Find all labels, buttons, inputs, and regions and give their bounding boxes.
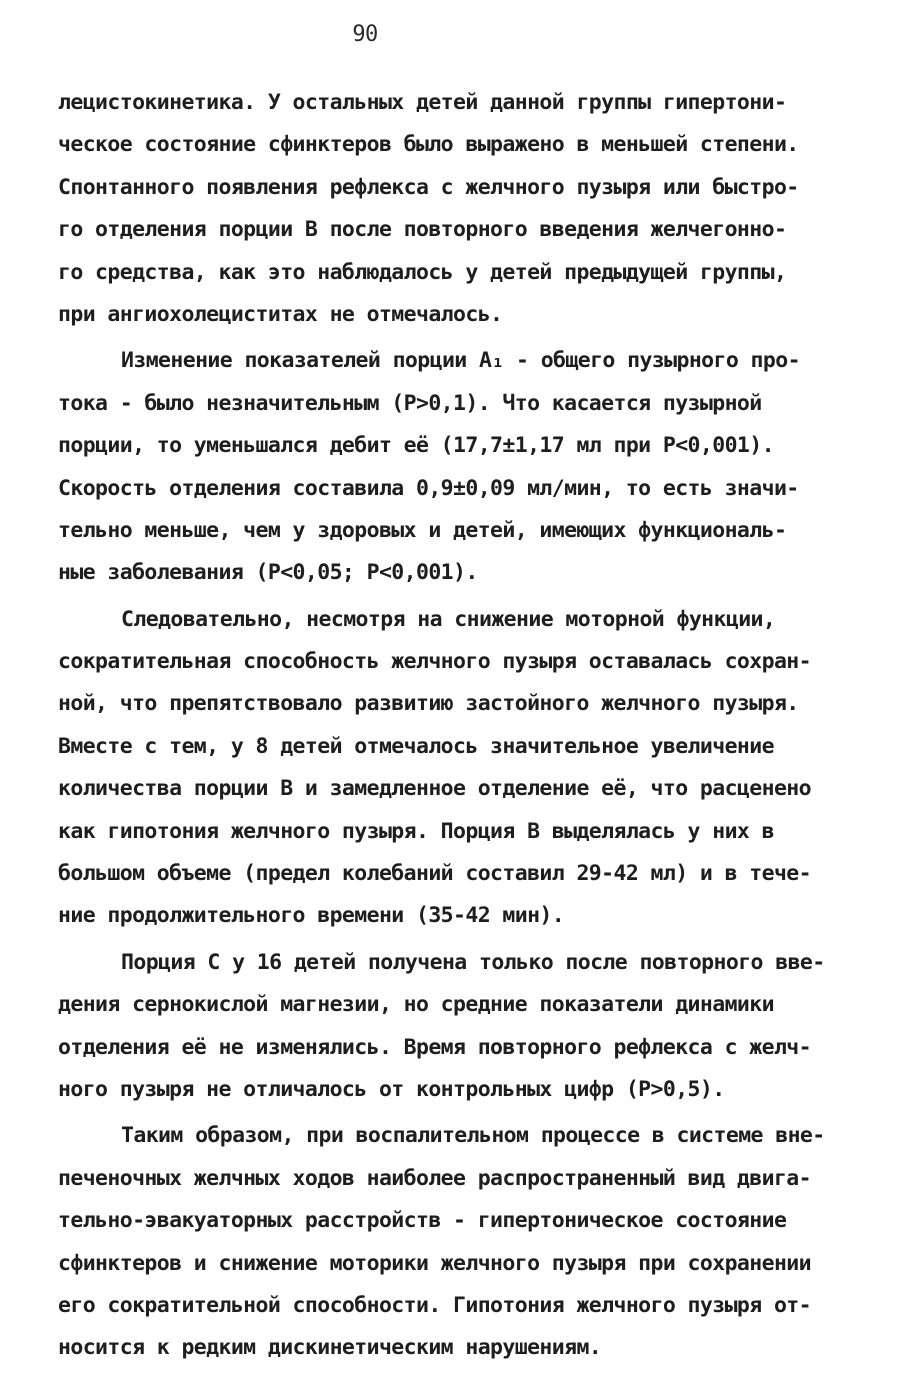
text-line: порции, то уменьшался дебит её (17,7±1,17 мл при P<0,001). xyxy=(58,433,774,459)
text-line: ные заболевания (P<0,05; P<0,001). xyxy=(58,560,478,586)
text-line: тельно-эвакуаторных расстройств - гипертоническое состояние xyxy=(58,1208,787,1234)
text-line: при ангиохолециститах не отмечалось. xyxy=(58,301,503,327)
text-line: ческое состояние сфинктеров было выражено в меньшей степени. xyxy=(58,132,799,158)
paragraph xyxy=(58,82,858,336)
text-line: Таким образом, при воспалительном процессе в системе вне- xyxy=(121,1123,825,1149)
page-number: 90 xyxy=(352,22,378,47)
paragraph xyxy=(58,1115,858,1369)
text-line: Скорость отделения составила 0,9±0,09 мл/мин, то есть значи- xyxy=(58,475,799,501)
paragraph xyxy=(58,340,858,594)
text-line: Вместе с тем, у 8 детей отмечалось значительное увеличение xyxy=(58,733,774,759)
text-line: го средства, как это наблюдалось у детей предыдущей группы, xyxy=(58,259,787,285)
text-line: количества порции В и замедленное отделение её, что расценено xyxy=(58,776,811,802)
text-line: носится к редким дискинетическим нарушениям. xyxy=(58,1335,602,1361)
text-line: его сократительной способности. Гипотония желчного пузыря от- xyxy=(58,1292,811,1318)
text-line: сократительная способность желчного пузыря оставалась сохран- xyxy=(58,649,811,675)
text-line: Следовательно, несмотря на снижение моторной функции, xyxy=(121,606,776,632)
paragraph xyxy=(58,942,858,1112)
text-line: тельно меньше, чем у здоровых и детей, имеющих функциональ- xyxy=(58,517,787,543)
text-line: большом объеме (предел колебаний составил 29-42 мл) и в тече- xyxy=(58,861,811,887)
text-line: ние продолжительного времени (35-42 мин). xyxy=(58,903,565,929)
text-line: Спонтанного появления рефлекса с желчного пузыря или быстро- xyxy=(58,174,799,200)
text-line: го отделения порции В после повторного введения желчегонно- xyxy=(58,217,787,243)
text-line: как гипотония желчного пузыря. Порция В выделялась у них в xyxy=(58,818,774,844)
paragraph xyxy=(58,599,858,938)
text-line: ного пузыря не отличалось от контрольных цифр (P>0,5). xyxy=(58,1076,725,1102)
text-line: Изменение показателей порции A₁ - общего пузырного про- xyxy=(121,348,800,374)
text-line: лецистокинетика. У остальных детей данной группы гипертони- xyxy=(58,90,787,115)
text-line: Порция С у 16 детей получена только после повторного вве- xyxy=(121,949,825,975)
body-text xyxy=(58,82,858,1374)
text-line: ной, что препятствовало развитию застойного желчного пузыря. xyxy=(58,691,799,717)
text-line: тока - было незначительным (P>0,1). Что касается пузырной xyxy=(58,390,762,416)
text-line: сфинктеров и снижение моторики желчного пузыря при сохранении xyxy=(58,1250,811,1276)
text-line: отделения её не изменялись. Время повторного рефлекса с желч- xyxy=(58,1034,811,1060)
text-line: дения сернокислой магнезии, но средние показатели динамики xyxy=(58,992,774,1018)
text-line: печеночных желчных ходов наиболее распространенный вид двига- xyxy=(58,1165,811,1191)
